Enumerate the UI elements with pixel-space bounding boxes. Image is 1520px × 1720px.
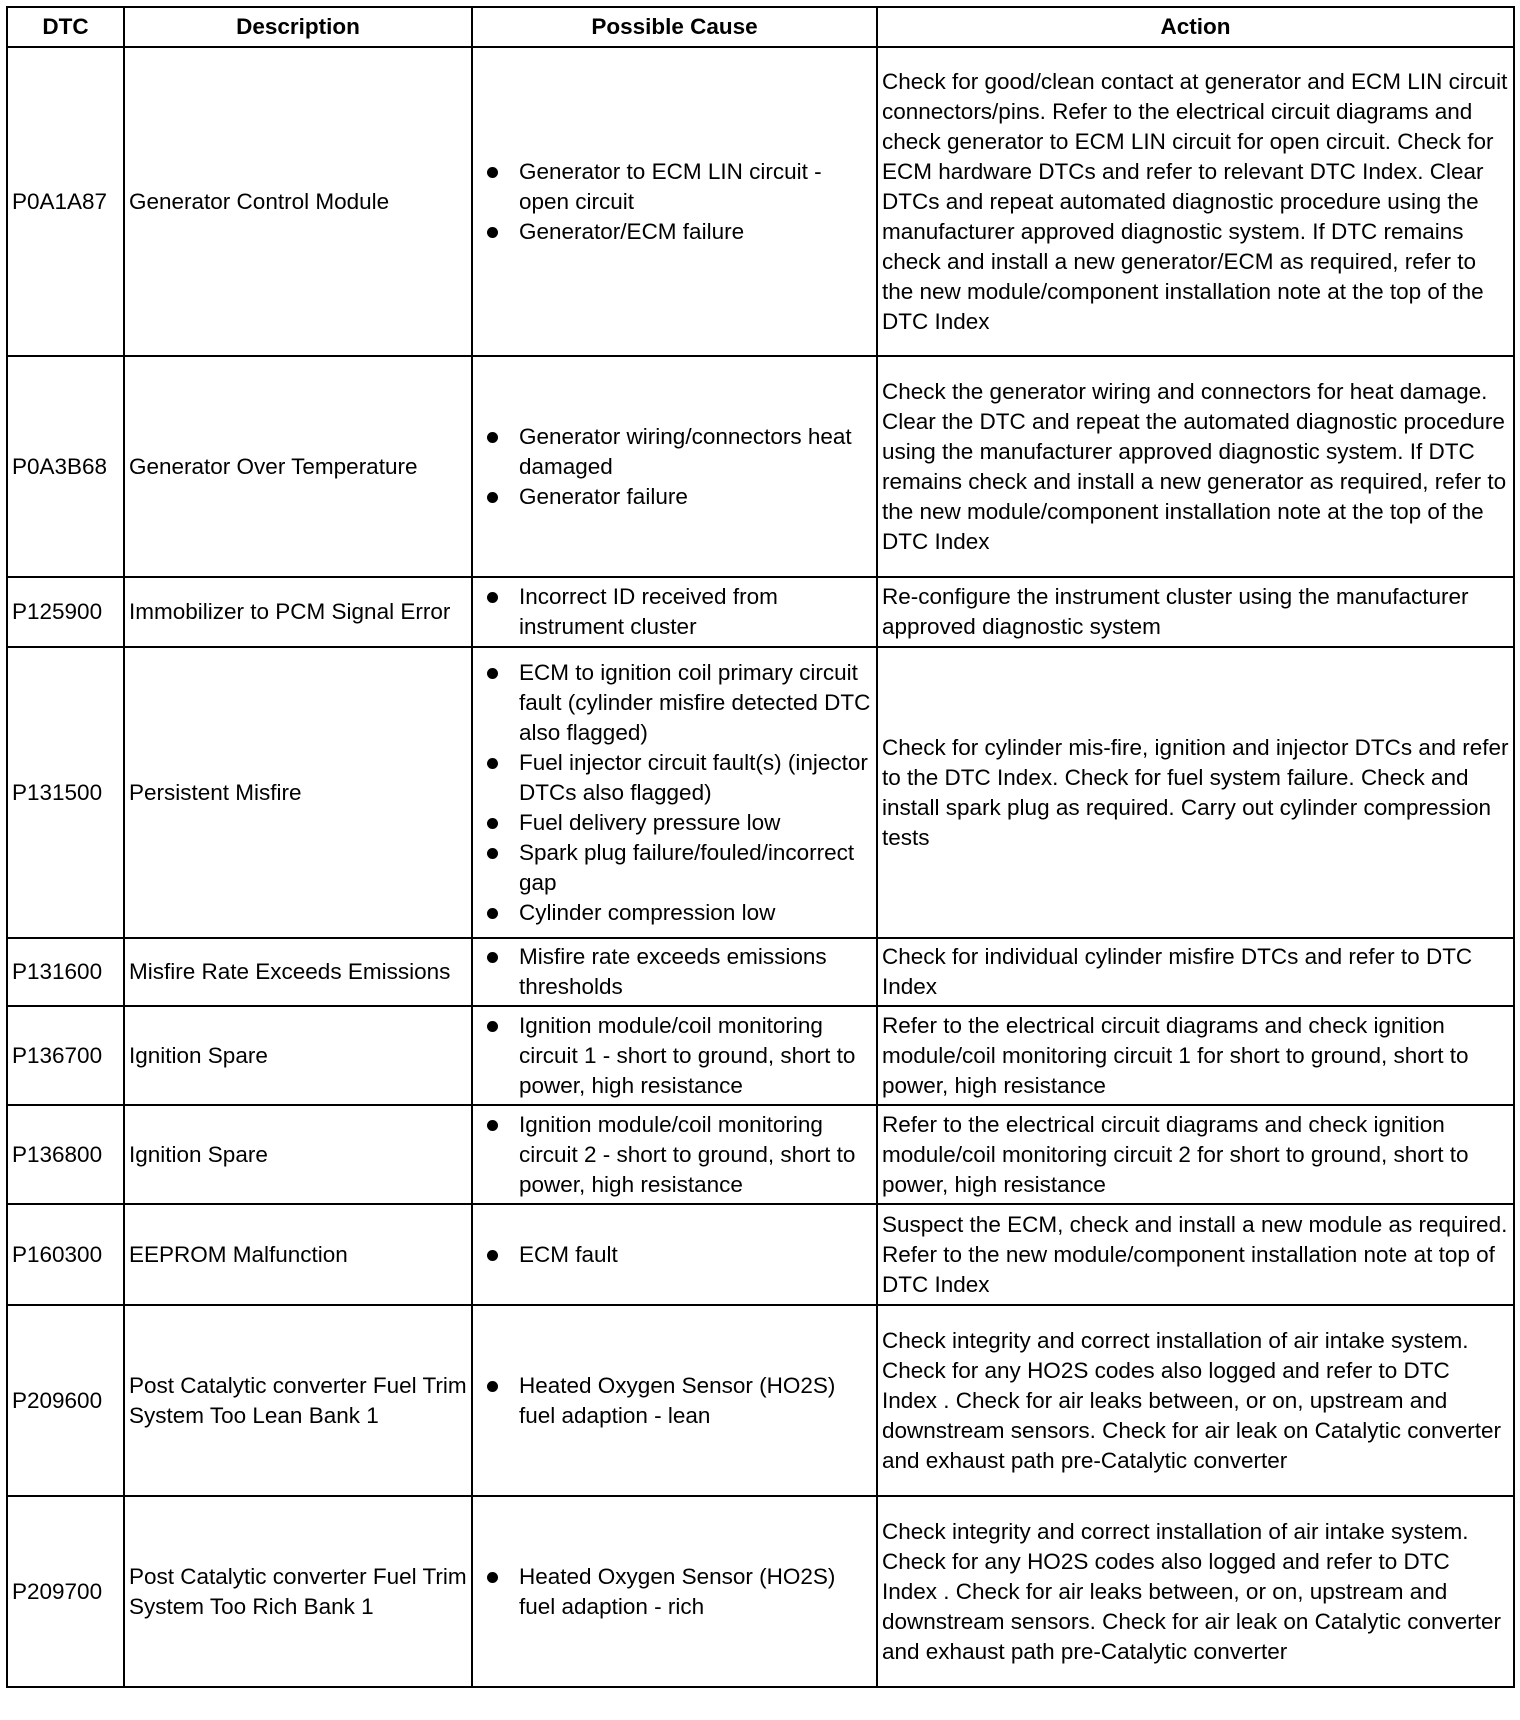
table-row [7,47,1514,356]
cause-item: Ignition module/coil monitoring circuit 1 - short to ground, short to power, high resistance [519,1011,872,1101]
dtc-description: Misfire Rate Exceeds Emissions [124,938,472,1006]
cause-item: Misfire rate exceeds emissions thresholds [519,942,872,1002]
dtc-code: P0A3B68 [7,356,124,577]
header-possible-cause: Possible Cause [472,7,877,47]
action: Check the generator wiring and connectors for heat damage. Clear the DTC and repeat the automated diagnostic procedure using the manufacturer approved diagnostic system. If DTC remains check and install a new generator as required, refer to the new module/component installation note at the top of the DTC Index [877,356,1514,577]
action: Refer to the electrical circuit diagrams and check ignition module/coil monitoring circuit 2 for short to ground, short to power, high resistance [877,1105,1514,1204]
action: Check for good/clean contact at generator and ECM LIN circuit connectors/pins. Refer to the electrical circuit diagrams and check generator to ECM LIN circuit for open circuit. Check for ECM hardware DTCs and refer to relevant DTC Index. Clear DTCs and repeat automated diagnostic procedure using the manufacturer approved diagnostic system. If DTC remains check and install a new generator/ECM as required, refer to the new module/component installation note at the top of the DTC Index [877,47,1514,356]
dtc-description: Ignition Spare [124,1006,472,1105]
cause-list [477,582,872,642]
possible-cause [472,938,877,1006]
possible-cause [472,1496,877,1687]
action: Check for individual cylinder misfire DTCs and refer to DTC Index [877,938,1514,1006]
cause-item: Generator wiring/connectors heat damaged [519,422,872,482]
header-description: Description [124,7,472,47]
cause-item: Generator to ECM LIN circuit - open circuit [519,157,872,217]
cause-item: Ignition module/coil monitoring circuit 2 - short to ground, short to power, high resistance [519,1110,872,1200]
dtc-code: P125900 [7,577,124,647]
possible-cause [472,1204,877,1305]
cause-item: Fuel delivery pressure low [519,808,872,838]
cause-item: Heated Oxygen Sensor (HO2S) fuel adaption - lean [519,1371,872,1431]
cause-list [477,1562,872,1622]
dtc-description: EEPROM Malfunction [124,1204,472,1305]
dtc-description: Persistent Misfire [124,647,472,938]
cause-list [477,157,872,247]
cause-list [477,658,872,928]
action: Refer to the electrical circuit diagrams and check ignition module/coil monitoring circuit 1 for short to ground, short to power, high resistance [877,1006,1514,1105]
cause-list [477,1110,872,1200]
action: Check for cylinder mis-fire, ignition and injector DTCs and refer to the DTC Index. Check for fuel system failure. Check and install spark plug as required. Carry out cylinder compression tests [877,647,1514,938]
cause-list [477,422,872,512]
dtc-code: P209700 [7,1496,124,1687]
dtc-code: P136700 [7,1006,124,1105]
cause-list [477,1011,872,1101]
dtc-code: P131500 [7,647,124,938]
dtc-code: P136800 [7,1105,124,1204]
action: Re-configure the instrument cluster using the manufacturer approved diagnostic system [877,577,1514,647]
cause-item: Heated Oxygen Sensor (HO2S) fuel adaption - rich [519,1562,872,1622]
dtc-code: P209600 [7,1305,124,1496]
table-row [7,1204,1514,1305]
possible-cause [472,47,877,356]
dtc-table [6,6,1515,1688]
action: Check integrity and correct installation of air intake system. Check for any HO2S codes also logged and refer to DTC Index . Check for air leaks between, or on, upstream and downstream sensors. Check for air leak on Catalytic converter and exhaust path pre-Catalytic converter [877,1305,1514,1496]
action: Check integrity and correct installation of air intake system. Check for any HO2S codes also logged and refer to DTC Index . Check for air leaks between, or on, upstream and downstream sensors. Check for air leak on Catalytic converter and exhaust path pre-Catalytic converter [877,1496,1514,1687]
cause-list [477,1371,872,1431]
table-row [7,938,1514,1006]
cause-item: Fuel injector circuit fault(s) (injector DTCs also flagged) [519,748,872,808]
dtc-description: Generator Over Temperature [124,356,472,577]
cause-item: Generator/ECM failure [519,217,872,247]
possible-cause [472,1305,877,1496]
dtc-description: Post Catalytic converter Fuel Trim System Too Lean Bank 1 [124,1305,472,1496]
dtc-description: Immobilizer to PCM Signal Error [124,577,472,647]
dtc-code: P160300 [7,1204,124,1305]
cause-item: ECM fault [519,1240,872,1270]
table-row [7,647,1514,938]
cause-item: Cylinder compression low [519,898,872,928]
dtc-description: Post Catalytic converter Fuel Trim System Too Rich Bank 1 [124,1496,472,1687]
dtc-code: P131600 [7,938,124,1006]
header-dtc: DTC [7,7,124,47]
dtc-description: Ignition Spare [124,1105,472,1204]
cause-item: Incorrect ID received from instrument cluster [519,582,872,642]
cause-item: Generator failure [519,482,872,512]
possible-cause [472,577,877,647]
table-row [7,1105,1514,1204]
cause-list [477,1240,872,1270]
dtc-description: Generator Control Module [124,47,472,356]
dtc-code: P0A1A87 [7,47,124,356]
header-row [7,7,1514,47]
possible-cause [472,356,877,577]
possible-cause [472,647,877,938]
table-row [7,1006,1514,1105]
table-row [7,356,1514,577]
action: Suspect the ECM, check and install a new module as required. Refer to the new module/component installation note at top of DTC Index [877,1204,1514,1305]
table-row [7,1305,1514,1496]
table-row [7,1496,1514,1687]
header-action: Action [877,7,1514,47]
possible-cause [472,1105,877,1204]
table-row [7,577,1514,647]
possible-cause [472,1006,877,1105]
cause-item: Spark plug failure/fouled/incorrect gap [519,838,872,898]
cause-item: ECM to ignition coil primary circuit fault (cylinder misfire detected DTC also flagged) [519,658,872,748]
cause-list [477,942,872,1002]
